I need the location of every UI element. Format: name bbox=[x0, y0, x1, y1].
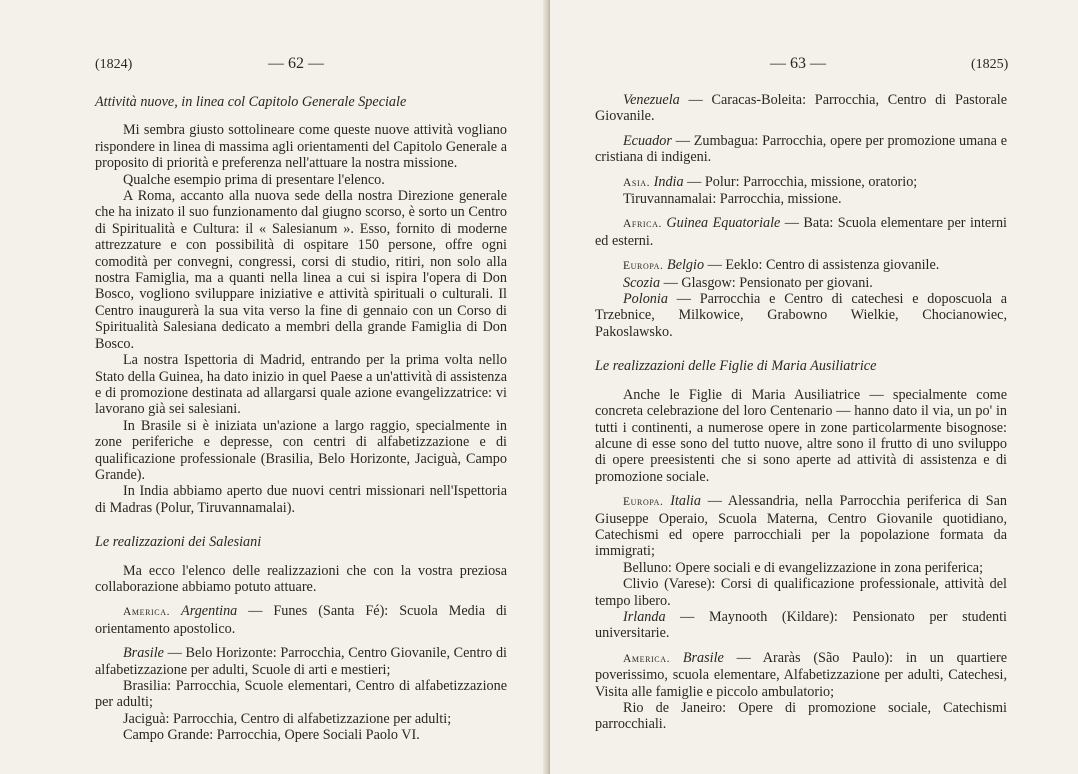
entry-text: — Zumbagua: Parrocchia, opere per promozione umana e cristiana di indigeni. bbox=[595, 132, 1007, 166]
entry-text: — Funes (Santa Fé): Scuola Media di orientamento apostolico. bbox=[95, 603, 507, 637]
entry-campo-grande: Campo Grande: Parrocchia, Opere Sociali Paolo VI. bbox=[123, 727, 420, 744]
country-name: Polonia bbox=[623, 291, 668, 308]
country-name: Ecuador bbox=[623, 132, 672, 149]
country-name: Irlanda bbox=[623, 608, 666, 625]
entry-clivio: Clivio (Varese): Corsi di qualificazione professionale, attività del tempo libero. bbox=[595, 576, 1007, 609]
left-page-number: — 62 — bbox=[268, 55, 324, 72]
country-name: Italia bbox=[670, 493, 701, 510]
entry-text: — Caracas-Boleita: Parrocchia, Centro di Pastorale Giovanile. bbox=[595, 92, 1007, 125]
entry-text: — Belo Horizonte: Parrocchia, Centro Giovanile, Centro di alfabetizzazione per adulti, Scuole di arti e mestieri; bbox=[95, 645, 507, 678]
entry-brasile bbox=[95, 645, 507, 678]
continent-label: America. bbox=[123, 606, 171, 619]
entry-brasilia: Brasilia: Parrocchia, Scuole elementari, Centro di alfabetizzazione per adulti; bbox=[95, 678, 507, 711]
country-name: Argentina bbox=[181, 603, 238, 620]
section-title-salesiani: Le realizzazioni dei Salesiani bbox=[95, 534, 262, 551]
entry-irlanda bbox=[595, 609, 1007, 642]
country-name: Brasile bbox=[123, 645, 164, 662]
continent-label: America. bbox=[623, 652, 671, 665]
entry-text: — Bata: Scuola elementare per interni ed esterni. bbox=[595, 215, 1007, 249]
country-name: Brasile bbox=[682, 649, 724, 666]
entry-text: — Polur: Parrocchia, missione, oratorio; bbox=[683, 173, 918, 190]
section-title-figlie: Le realizzazioni delle Figlie di Maria Ausiliatrice bbox=[595, 358, 877, 375]
entry-scozia bbox=[595, 275, 1007, 291]
left-year-header: (1824) bbox=[95, 57, 133, 72]
right-content bbox=[595, 92, 1007, 733]
entry-guinea bbox=[595, 215, 1007, 249]
paragraph: In India abbiamo aperto due nuovi centri missionari nell'Ispettoria di Madras (Polur, Tiruvannamalai). bbox=[95, 483, 507, 516]
entry-brasile-fma bbox=[595, 650, 1007, 700]
country-name: Venezuela bbox=[623, 92, 680, 108]
paragraph: Ma ecco l'elenco delle realizzazioni che con la vostra preziosa collaborazione abbiamo potuto attuare. bbox=[95, 562, 507, 595]
paragraph: La nostra Ispettoria di Madrid, entrando per la prima volta nello Stato della Guinea, ha dato inizio in quel Paese a un'attività di assistenza e di promozione destinata ad allargarsi quale azione evangelizzatrice: vi lavorano già sei salesiani. bbox=[95, 352, 507, 418]
paragraph: Anche le Figlie di Maria Ausiliatrice — specialmente come concreta celebrazione del loro Centenario — hanno dato il via, un po' in tutti i continenti, a numerose opere in zone particolarmente bisognose: alcune di esse sono del tutto nuove, altre sono il frutto di uno sviluppo di opere preesistenti che si sono aperte ad attività di assistenza e di promozione sociale. bbox=[595, 386, 1007, 485]
entry-text: — Araràs (São Paulo): in un quartiere poverissimo, scuola elementare, Alfabetizzazione per adulti, Catechesi, Visita alle famiglie e piccolo ambulatorio; bbox=[595, 649, 1007, 700]
section-title-attivita: Attività nuove, in linea col Capitolo Generale Speciale bbox=[95, 94, 407, 110]
paragraph: A Roma, accanto alla nuova sede della nostra Direzione generale che ha inizato il suo funzionamento dal giugno scorso, è sorto un Centro di Spiritualità e Cultura: il « Salesianum ». Esso, fornito di moderne attrezzature e con possibilità di ospitare 150 persone, offre ogni comodità per convegni, congressi, corsi di studio, ritiri, non solo alla nostra Famiglia, ma a quanti nella linea a cui si ispira l'opera di Don Bosco, vogliono sviluppare iniziative e attività spirituali o culturali. Il Centro inaugurerà la sua vita verso la fine di gennaio con un Corso di Spiritualità Salesiana dedicato a membri della grande Famiglia di Don Bosco. bbox=[95, 188, 507, 352]
entry-text: — Maynooth (Kildare): Pensionato per studenti universitarie. bbox=[595, 608, 1007, 642]
country-name: India bbox=[653, 173, 684, 190]
continent-label: Asia. bbox=[623, 176, 651, 189]
entry-ecuador bbox=[595, 133, 1007, 166]
entry-argentina bbox=[95, 603, 507, 637]
paragraph: In Brasile si è iniziata un'azione a largo raggio, specialmente in zone periferiche e depresse, con centri di alfabetizzazione e di qualificazione professionale (Brasilia, Belo Horizonte, Jaciguà, Campo Grande). bbox=[95, 417, 507, 483]
entry-tiruvannamalai: Tiruvannamalai: Parrocchia, missione. bbox=[623, 191, 842, 208]
country-name: Scozia bbox=[623, 274, 661, 291]
right-page-number: — 63 — bbox=[770, 55, 826, 72]
entry-venezuela bbox=[595, 92, 1007, 125]
entry-text: — Glasgow: Pensionato per giovani. bbox=[660, 274, 873, 291]
entry-india bbox=[595, 174, 1007, 191]
continent-label: Europa. bbox=[623, 496, 664, 509]
paragraph: Mi sembra giusto sottolineare come queste nuove attività vogliano rispondere in linea di massima agli orientamenti del Capitolo Generale a proposito di priorità e preferenza nell'attuare la nostra missione. bbox=[95, 122, 507, 172]
entry-rio: Rio de Janeiro: Opere di promozione sociale, Catechismi parrocchiali. bbox=[595, 700, 1007, 733]
continent-label: Africa. bbox=[623, 218, 662, 231]
entry-text: — Parrocchia e Centro di catechesi e doposcuola a Trzebnice, Milkowice, Grabowno Wielkie, Chocianowiec, Pakoslawsko. bbox=[595, 291, 1007, 340]
entry-italia bbox=[595, 493, 1007, 560]
paragraph: Qualche esempio prima di presentare l'elenco. bbox=[123, 171, 385, 188]
right-year-header: (1825) bbox=[971, 57, 1009, 72]
left-content bbox=[95, 94, 507, 744]
entry-belgio bbox=[595, 257, 1007, 274]
continent-label: Europa. bbox=[623, 260, 664, 273]
right-page bbox=[550, 0, 1078, 774]
country-name: Belgio bbox=[667, 257, 705, 274]
entry-belluno: Belluno: Opere sociali e di evangelizzazione in zona periferica; bbox=[623, 559, 984, 576]
country-name: Guinea Equatoriale bbox=[666, 215, 781, 232]
entry-polonia bbox=[595, 291, 1007, 340]
entry-text: — Alessandria, nella Parrocchia periferica di San Giuseppe Operaio, Scuola Materna, Centro Giovanile quotidiano, Catechismi ed opere parrocchiali per la popolazione formata da immigrati; bbox=[595, 493, 1008, 560]
entry-text: — Eeklo: Centro di assistenza giovanile. bbox=[704, 257, 940, 274]
entry-jacigua: Jaciguà: Parrocchia, Centro di alfabetizzazione per adulti; bbox=[123, 710, 452, 727]
